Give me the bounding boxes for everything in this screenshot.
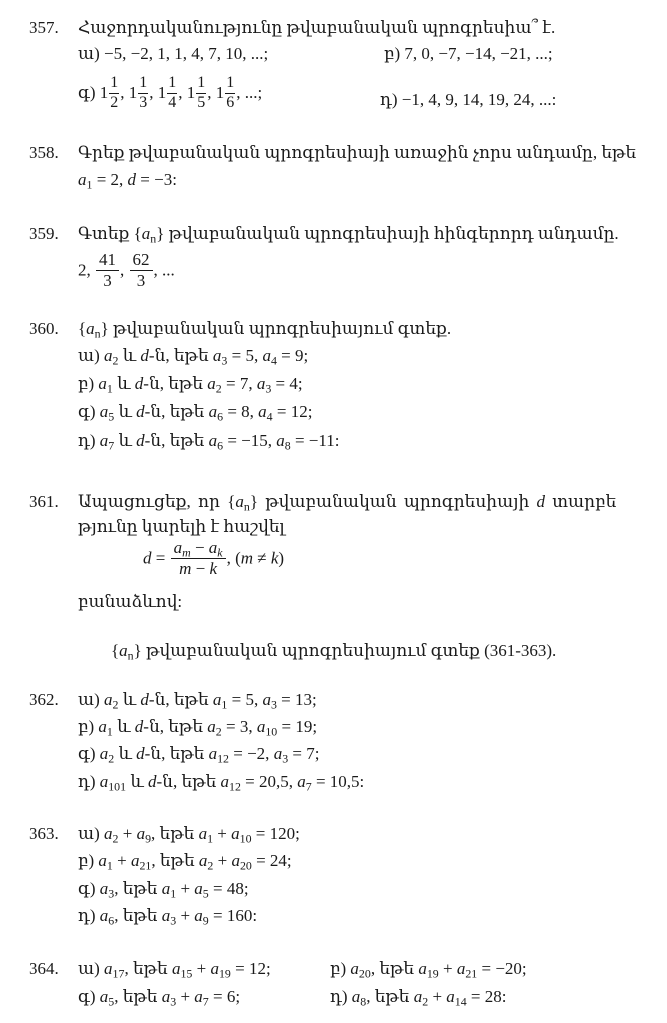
subscript: 1 bbox=[207, 831, 214, 846]
variable: a bbox=[350, 959, 359, 978]
operator: + bbox=[438, 959, 457, 978]
condition-word: , եթե bbox=[114, 987, 162, 1006]
variable: a bbox=[98, 374, 107, 393]
subscript: 7 bbox=[108, 438, 115, 453]
numerator: 1 bbox=[138, 75, 148, 94]
subscript: 1 bbox=[221, 697, 228, 712]
variable: a bbox=[198, 851, 208, 870]
option-2 bbox=[78, 879, 249, 901]
mixed-number-list: 1 $\frac{1}{2}$ , 1 $\frac{1}{3}$ , 1 $\frac{1}{4}$ , 1 $\frac{1}{5}$ , 1 $\frac{1}{6}$ , bbox=[99, 74, 241, 111]
problem-number: 362. bbox=[29, 690, 59, 709]
variable: a bbox=[208, 431, 218, 450]
fraction bbox=[138, 75, 148, 112]
condition-word: -ն, եթե bbox=[156, 772, 221, 791]
sequence: 2, $\frac{41}{3}$ , $\frac{62}{3}$ , ... bbox=[78, 250, 175, 290]
subscript: 1 bbox=[106, 381, 113, 396]
variable: a bbox=[99, 744, 109, 763]
subscript: 21 bbox=[465, 966, 478, 981]
fraction bbox=[167, 75, 177, 112]
subscript: 9 bbox=[202, 913, 209, 928]
problem-text-cont: թյունը կարելի է հաշվել bbox=[78, 517, 285, 536]
condition-word: , եթե bbox=[151, 824, 199, 843]
operator: + bbox=[176, 906, 195, 925]
subscript: 5 bbox=[202, 886, 209, 901]
variable: a bbox=[104, 824, 113, 843]
variable: d bbox=[134, 374, 144, 393]
option-2 bbox=[78, 402, 313, 424]
problem-number: 357. bbox=[29, 18, 59, 37]
subscript: 3 bbox=[282, 751, 289, 766]
option-0 bbox=[78, 959, 271, 981]
condition-word: -ն, եթե bbox=[144, 402, 209, 421]
denominator: 6 bbox=[226, 93, 235, 111]
option-b: բ) 7, 0, −7, −14, −21, ...; bbox=[384, 44, 553, 63]
problem-text-end: բանաձևով: bbox=[78, 592, 183, 611]
variable: a bbox=[220, 772, 229, 791]
subscript: 5 bbox=[108, 409, 115, 424]
whole-part: 1 bbox=[128, 83, 138, 103]
option-label: դ) bbox=[78, 772, 100, 791]
subscript: 7 bbox=[202, 994, 209, 1009]
variable: a bbox=[208, 402, 218, 421]
subscript: 17 bbox=[112, 966, 125, 981]
option-0 bbox=[78, 346, 309, 368]
variable: a bbox=[98, 851, 107, 870]
subscript: 2 bbox=[207, 858, 214, 873]
option-1 bbox=[78, 374, 303, 396]
option-label: ա) bbox=[78, 824, 105, 843]
problem-number: 364. bbox=[29, 959, 59, 978]
variable: a bbox=[413, 987, 423, 1006]
subscript: 101 bbox=[108, 779, 127, 794]
subscript: 15 bbox=[180, 966, 193, 981]
variable: a bbox=[136, 824, 146, 843]
conjunction: և bbox=[112, 374, 135, 393]
variable: a bbox=[258, 402, 267, 421]
numerator: 1 bbox=[225, 75, 235, 94]
variable: a bbox=[207, 374, 216, 393]
value: = 6; bbox=[208, 987, 241, 1006]
operator: + bbox=[428, 987, 447, 1006]
problem-number: 359. bbox=[29, 224, 59, 243]
subscript: 2 bbox=[422, 994, 429, 1009]
condition-word: -ն, եթե bbox=[144, 431, 209, 450]
fraction bbox=[109, 75, 119, 112]
operator: + bbox=[176, 987, 195, 1006]
variable: a bbox=[161, 987, 171, 1006]
variable: a bbox=[276, 431, 285, 450]
value: = 10,5: bbox=[311, 772, 365, 791]
subscript: 4 bbox=[266, 409, 273, 424]
variable: a bbox=[171, 959, 181, 978]
numerator: 1 bbox=[196, 75, 206, 94]
conjunction: և bbox=[118, 690, 141, 709]
condition-word: , եթե bbox=[114, 906, 162, 925]
value: = 120; bbox=[251, 824, 300, 843]
value: = 12; bbox=[230, 959, 271, 978]
subscript: 20 bbox=[239, 858, 252, 873]
subscript: 3 bbox=[170, 994, 177, 1009]
condition-word: -ն, եթե bbox=[148, 690, 213, 709]
value: = 5, bbox=[227, 690, 263, 709]
subscript: 14 bbox=[454, 994, 467, 1009]
variable: a bbox=[194, 906, 203, 925]
variable: d bbox=[140, 690, 149, 709]
value: = 9; bbox=[276, 346, 309, 365]
subscript: 1 bbox=[170, 886, 177, 901]
value: = 19; bbox=[277, 717, 318, 736]
variable: a bbox=[456, 959, 466, 978]
whole-part: 1 bbox=[215, 83, 225, 103]
value: = 13; bbox=[276, 690, 317, 709]
problem-number: 358. bbox=[29, 143, 59, 162]
section-note: $\{a_n\}$ թվաբանական պրոգրեսիայում գտեք (361-363). bbox=[111, 641, 557, 663]
variable: a bbox=[198, 824, 208, 843]
value: = −15, bbox=[223, 431, 277, 450]
option-label: դ) bbox=[78, 906, 100, 925]
variable: a bbox=[104, 959, 113, 978]
conjunction: և bbox=[126, 772, 148, 791]
variable: a bbox=[256, 374, 266, 393]
option-0 bbox=[78, 690, 317, 712]
subscript: 1 bbox=[106, 858, 113, 873]
problem-text: Գրեք թվաբանական պրոգրեսիայի առաջին չորս անդամը, եթե bbox=[78, 143, 637, 162]
variable: a bbox=[207, 717, 216, 736]
operator: + bbox=[176, 879, 195, 898]
subscript: 19 bbox=[218, 966, 231, 981]
operator: + bbox=[213, 824, 232, 843]
subscript: 3 bbox=[265, 381, 272, 396]
option-3 bbox=[78, 431, 340, 453]
option-2 bbox=[78, 744, 320, 766]
variable: a bbox=[104, 346, 113, 365]
whole-part: 1 bbox=[186, 83, 196, 103]
subscript: 2 bbox=[215, 381, 222, 396]
problem-text: Ապացուցեք, որ $\{a_n\}$ թվաբանական պրոգրեսիայի d տարբե bbox=[78, 492, 617, 514]
variable: a bbox=[273, 744, 283, 763]
numerator: 1 bbox=[167, 75, 177, 94]
fraction: $\frac{62}{3}$ bbox=[130, 251, 153, 290]
option-3 bbox=[78, 772, 365, 794]
value: = −2, bbox=[229, 744, 274, 763]
denominator: 3 bbox=[139, 93, 148, 111]
subscript: 10 bbox=[265, 724, 278, 739]
operator: + bbox=[118, 824, 137, 843]
value: = 12; bbox=[272, 402, 313, 421]
option-label: դ) bbox=[78, 431, 100, 450]
option-label: բ) bbox=[78, 374, 99, 393]
option-1 bbox=[78, 851, 292, 873]
variable: a bbox=[99, 772, 109, 791]
variable: a bbox=[256, 717, 266, 736]
subscript: 20 bbox=[358, 966, 371, 981]
subscript: 2 bbox=[112, 353, 119, 368]
subscript: 9 bbox=[145, 831, 152, 846]
subscript: 21 bbox=[139, 858, 152, 873]
variable: a bbox=[194, 987, 203, 1006]
subscript: 3 bbox=[270, 697, 277, 712]
variable: a bbox=[104, 690, 113, 709]
operator: + bbox=[112, 851, 131, 870]
value: = −11: bbox=[290, 431, 340, 450]
variable: a bbox=[262, 346, 271, 365]
problem-number: 363. bbox=[29, 824, 59, 843]
option-label: բ) bbox=[78, 851, 99, 870]
option-c: գ) 1 $\frac{1}{2}$ , 1 $\frac{1}{3}$ , 1 $\frac{1}{4}$ , 1 $\frac{1}{5}$ , 1 $\frac{1}{6}$ , ...; bbox=[78, 74, 263, 111]
subscript: 6 bbox=[217, 438, 224, 453]
conjunction: և bbox=[114, 744, 137, 763]
condition-word: , եթե bbox=[366, 987, 414, 1006]
variable: a bbox=[262, 690, 271, 709]
variable: a bbox=[161, 879, 171, 898]
given-values: $a_1 = 2$, d = −3: bbox=[78, 170, 177, 192]
problem-number: 360. bbox=[29, 319, 59, 338]
variable: d bbox=[140, 346, 149, 365]
operator: + bbox=[192, 959, 211, 978]
condition-word: -ն, եթե bbox=[144, 744, 209, 763]
option-1 bbox=[78, 717, 318, 739]
condition-word: , եթե bbox=[370, 959, 419, 978]
variable: a bbox=[446, 987, 455, 1006]
conjunction: և bbox=[112, 717, 135, 736]
variable: a bbox=[212, 690, 222, 709]
condition-word: , եթե bbox=[151, 851, 199, 870]
condition-word: , եթե bbox=[124, 959, 172, 978]
problem-number: 361. bbox=[29, 492, 59, 511]
conjunction: և bbox=[114, 402, 137, 421]
option-label: գ) bbox=[78, 987, 100, 1006]
condition-word: -ն, եթե bbox=[143, 374, 208, 393]
variable: a bbox=[231, 851, 240, 870]
variable: a bbox=[99, 987, 109, 1006]
option-a: ա) −5, −2, 1, 1, 4, 7, 10, ...; bbox=[78, 44, 269, 63]
option-label: ա) bbox=[78, 346, 105, 365]
whole-part: 1 bbox=[157, 83, 167, 103]
problem-question: Հաջորդականությունը թվաբանական պրոգրեսիա՞ է. bbox=[78, 18, 556, 37]
value: = −20; bbox=[477, 959, 527, 978]
variable: a bbox=[99, 402, 109, 421]
fraction: $\frac{41}{3}$ bbox=[96, 251, 119, 290]
variable: d bbox=[136, 402, 145, 421]
variable: d bbox=[147, 772, 157, 791]
fraction: $\frac{a_m - a_k}{m - k}$ bbox=[171, 539, 226, 578]
denominator: 4 bbox=[168, 93, 177, 111]
variable: a bbox=[99, 906, 109, 925]
value: = 8, bbox=[223, 402, 259, 421]
variable: a bbox=[194, 879, 203, 898]
subscript: 6 bbox=[217, 409, 224, 424]
option-label: դ) bbox=[330, 987, 352, 1006]
option-1 bbox=[330, 959, 527, 981]
variable: a bbox=[418, 959, 427, 978]
subscript: 8 bbox=[284, 438, 291, 453]
subscript: 19 bbox=[426, 966, 439, 981]
variable: d bbox=[134, 717, 144, 736]
option-label: ա) bbox=[78, 959, 105, 978]
option-3 bbox=[78, 906, 258, 928]
subscript: 12 bbox=[217, 751, 229, 766]
variable: d bbox=[136, 431, 145, 450]
numerator: 1 bbox=[109, 75, 119, 94]
subscript: 2 bbox=[112, 697, 119, 712]
subscript: 5 bbox=[108, 994, 115, 1009]
value: = 3, bbox=[221, 717, 257, 736]
denominator: 2 bbox=[110, 93, 119, 111]
option-d: դ) −1, 4, 9, 14, 19, 24, ...: bbox=[380, 90, 557, 109]
conjunction: և bbox=[114, 431, 137, 450]
subscript: 8 bbox=[360, 994, 367, 1009]
variable: a bbox=[99, 431, 109, 450]
subscript: 1 bbox=[106, 724, 113, 739]
option-label: գ) bbox=[78, 744, 100, 763]
option-label: բ) bbox=[330, 959, 351, 978]
variable: a bbox=[98, 717, 107, 736]
operator: + bbox=[213, 851, 232, 870]
subscript: 3 bbox=[108, 886, 115, 901]
option-label: ա) bbox=[78, 690, 105, 709]
subscript: 2 bbox=[112, 831, 119, 846]
subscript: 2 bbox=[215, 724, 222, 739]
variable: a bbox=[130, 851, 140, 870]
value: = 48; bbox=[208, 879, 249, 898]
subscript: 3 bbox=[221, 353, 228, 368]
conjunction: և bbox=[118, 346, 141, 365]
value: = 7, bbox=[221, 374, 257, 393]
value: = 7; bbox=[288, 744, 320, 763]
variable: a bbox=[212, 346, 222, 365]
subscript: 3 bbox=[170, 913, 177, 928]
subscript: 12 bbox=[229, 779, 241, 794]
option-label: գ) bbox=[78, 879, 100, 898]
option-3 bbox=[330, 987, 507, 1009]
variable: d bbox=[136, 744, 145, 763]
variable: a bbox=[351, 987, 361, 1006]
option-0 bbox=[78, 824, 300, 846]
subscript: 6 bbox=[108, 913, 115, 928]
option-label: գ) bbox=[78, 402, 100, 421]
value: = 160: bbox=[208, 906, 258, 925]
variable: a bbox=[161, 906, 171, 925]
problem-text: $\{a_n\}$ թվաբանական պրոգրեսիայում գտեք. bbox=[78, 319, 452, 341]
subscript: 10 bbox=[239, 831, 252, 846]
variable: a bbox=[297, 772, 306, 791]
value: = 28: bbox=[466, 987, 507, 1006]
condition-word: , եթե bbox=[114, 879, 162, 898]
fraction bbox=[196, 75, 206, 112]
variable: a bbox=[210, 959, 219, 978]
subscript: 7 bbox=[305, 779, 312, 794]
condition-word: -ն, եթե bbox=[148, 346, 213, 365]
variable: a bbox=[208, 744, 218, 763]
option-2 bbox=[78, 987, 241, 1009]
value: = 24; bbox=[251, 851, 292, 870]
whole-part: 1 bbox=[99, 83, 109, 103]
value: = 4; bbox=[271, 374, 303, 393]
value: = 20,5, bbox=[240, 772, 298, 791]
variable: a bbox=[99, 879, 109, 898]
subscript: 4 bbox=[270, 353, 277, 368]
formula: d = $\frac{a_m - a_k}{m - k}$ , (m ≠ k) bbox=[143, 538, 285, 578]
problem-text: Գտեք $\{a_n\}$ թվաբանական պրոգրեսիայի հինգերորդ անդամը. bbox=[78, 224, 619, 246]
value: = 5, bbox=[227, 346, 263, 365]
fraction bbox=[225, 75, 235, 112]
subscript: 2 bbox=[108, 751, 115, 766]
denominator: 5 bbox=[197, 93, 206, 111]
condition-word: -ն, եթե bbox=[143, 717, 208, 736]
variable: a bbox=[231, 824, 240, 843]
option-label: բ) bbox=[78, 717, 99, 736]
